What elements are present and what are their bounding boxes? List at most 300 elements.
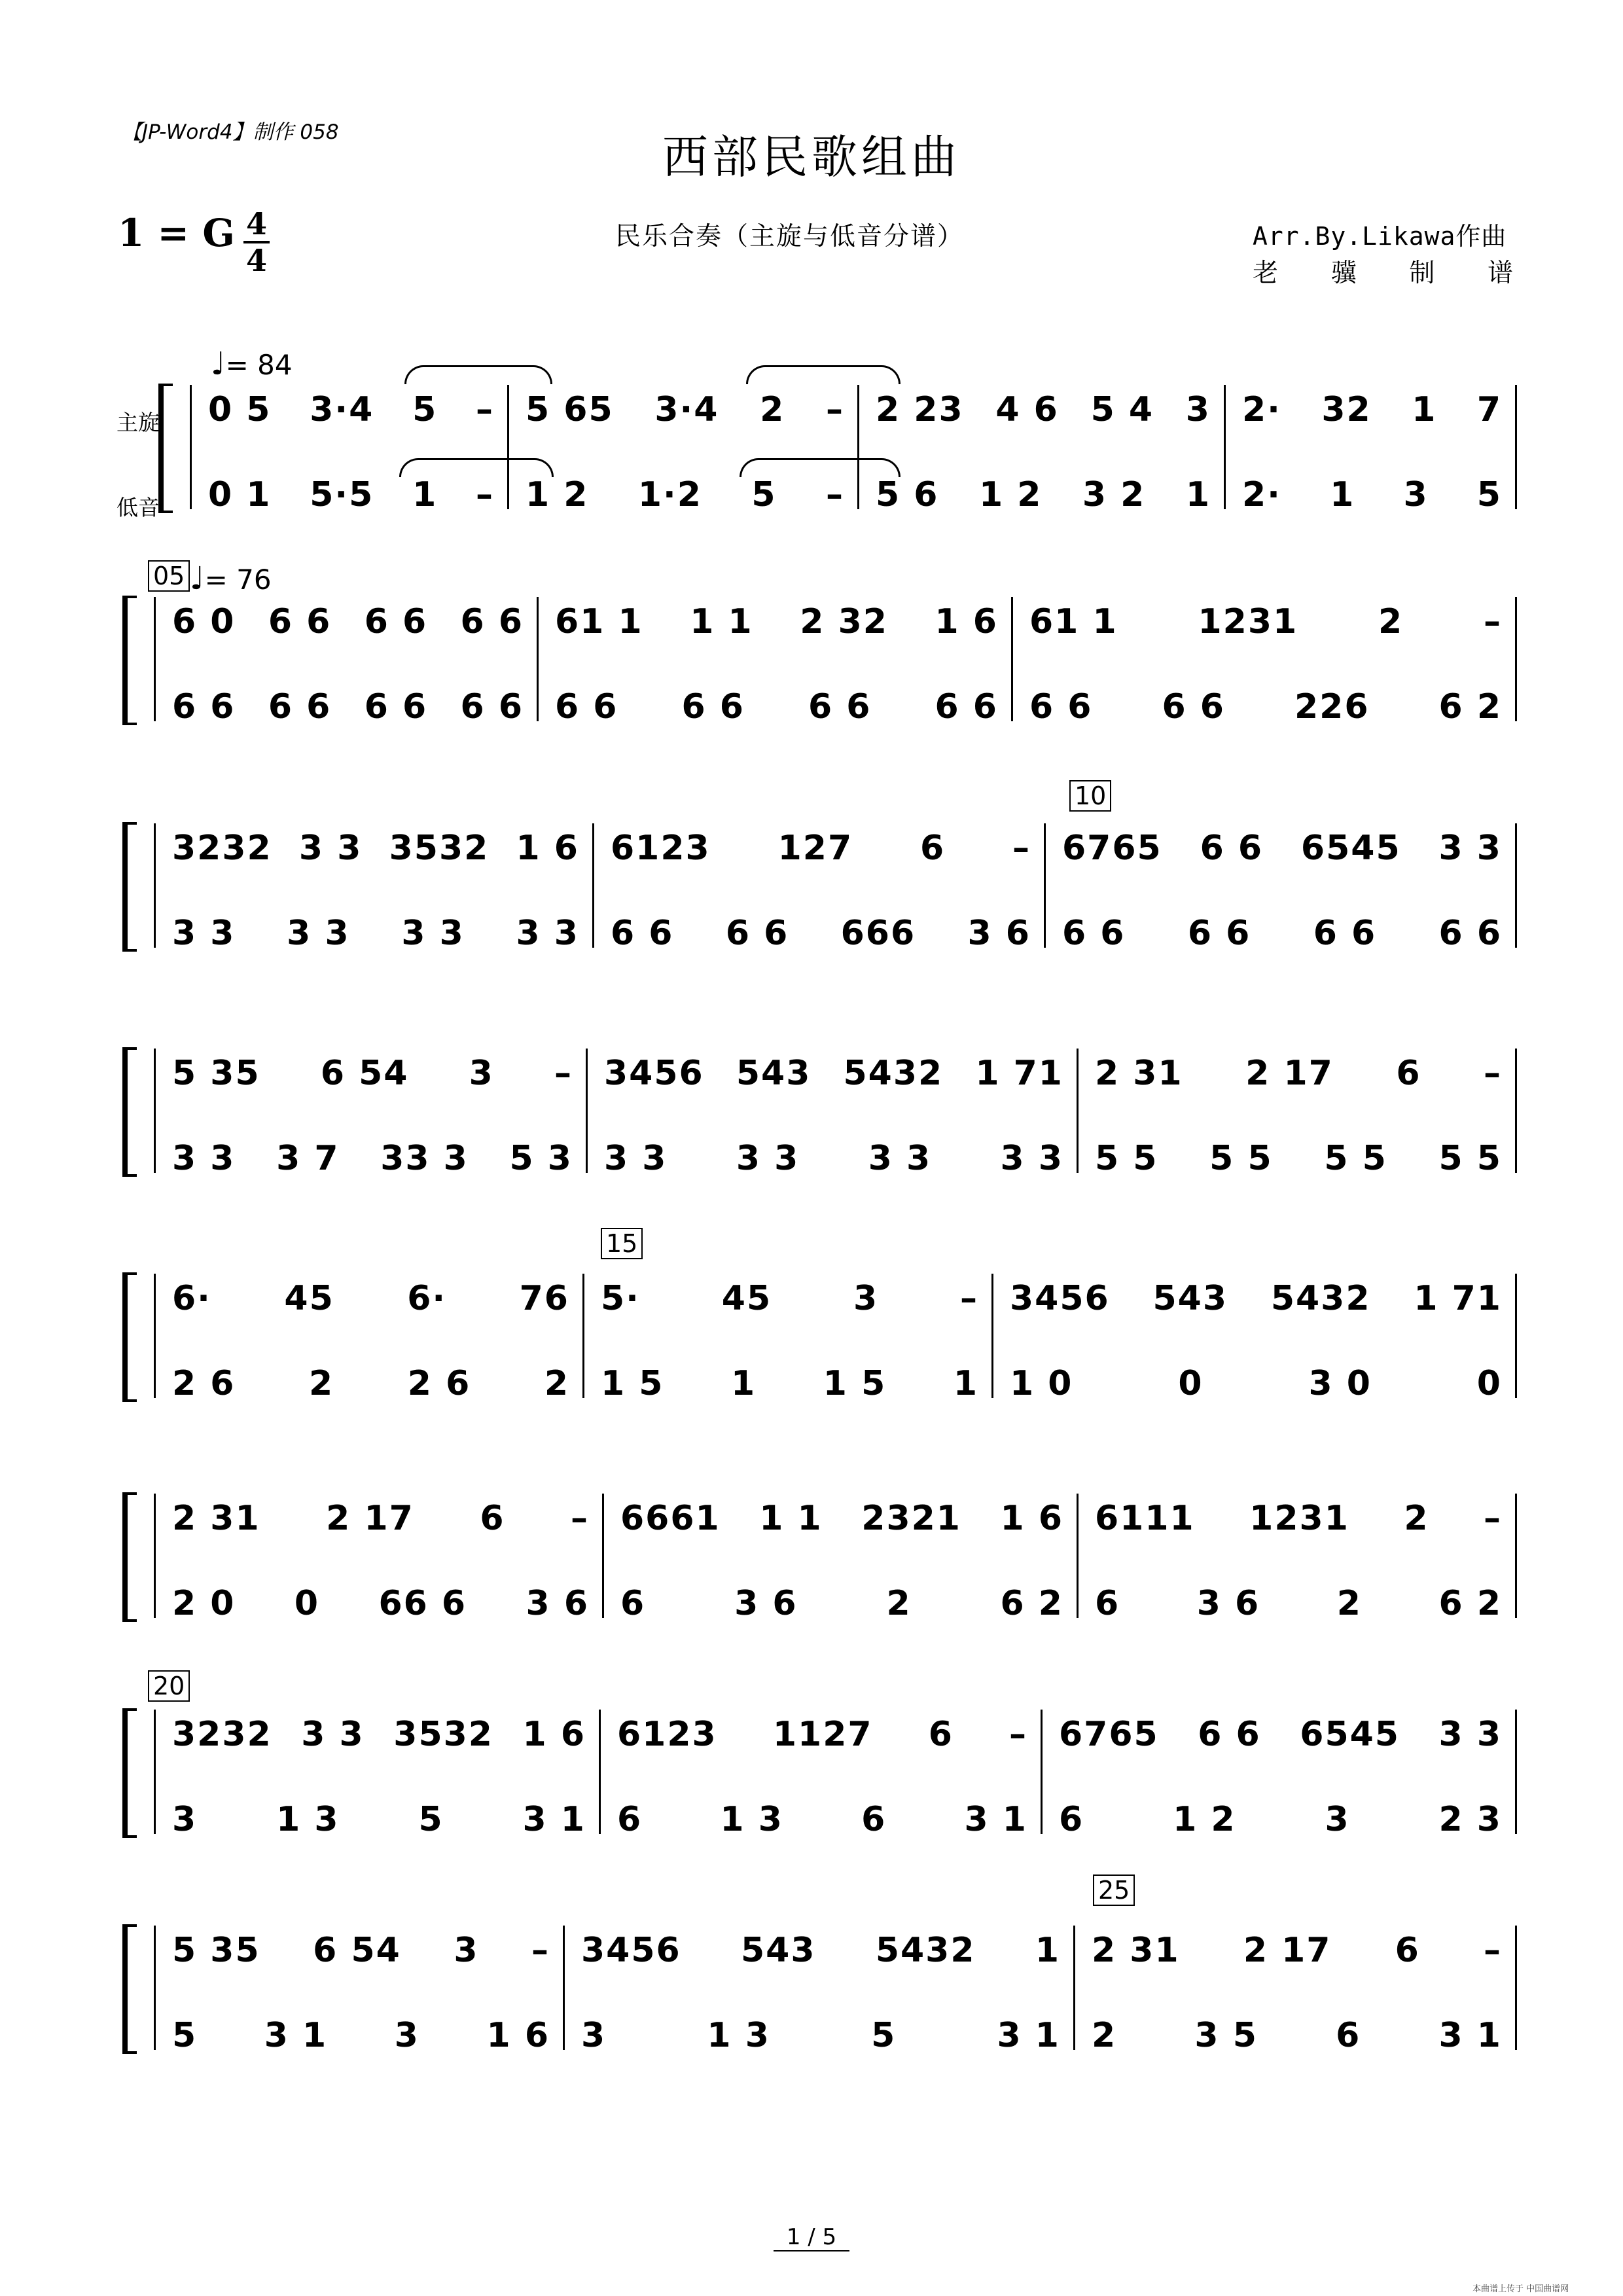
note-group: – [571, 1499, 589, 1538]
barline [1077, 1494, 1079, 1618]
note-group: 3456 [581, 1931, 681, 1970]
note-group: 1 [1185, 475, 1211, 514]
melody-measure [172, 1499, 589, 1538]
melody-measure [1242, 390, 1502, 429]
transcriber-char: 谱 [1487, 259, 1513, 288]
note-group: 6 6 [1313, 914, 1377, 953]
melody-measure [172, 829, 579, 868]
note-group: 6 6 [611, 914, 674, 953]
barline [1515, 1274, 1517, 1398]
note-group: 2 31 [1095, 1054, 1183, 1093]
slur-mark [746, 365, 901, 384]
tempo-value: = 84 [225, 349, 293, 381]
bass-measure [581, 2016, 1060, 2055]
note-group: 6545 [1300, 829, 1401, 868]
note-group: 2 3 [1438, 1800, 1502, 1839]
note-group: 5 5 [1324, 1139, 1387, 1178]
note-group: 32 [1321, 390, 1372, 429]
melody-measure [208, 390, 494, 429]
note-group: 3 6 [1196, 1584, 1260, 1623]
note-group: 6661 [620, 1499, 721, 1538]
note-group: 3 3 [516, 914, 579, 953]
note-group: 2 [886, 1584, 912, 1623]
bass-measure [1062, 914, 1502, 953]
part-label-melody: 主旋 [116, 410, 160, 435]
note-group: 1 6 [522, 1715, 586, 1754]
melody-measure [172, 1931, 550, 1970]
barline [1041, 1710, 1043, 1834]
bass-measure [617, 1800, 1027, 1839]
note-group: 666 [840, 914, 916, 953]
bass-measure [172, 1584, 589, 1623]
key-signature: 1 = G [118, 211, 235, 255]
note-group: 2 [309, 1364, 334, 1403]
bass-measure [604, 1139, 1063, 1178]
note-group: 226 [1294, 687, 1370, 726]
note-group: 1 [953, 1364, 978, 1403]
barline [1515, 385, 1517, 509]
note-group: 2321 [861, 1499, 961, 1538]
bass-measure [172, 1800, 586, 1839]
note-group: 0 5 [208, 390, 272, 429]
bass-measure [526, 475, 844, 514]
system-brace [122, 822, 137, 952]
bass-measure [172, 1139, 573, 1178]
system-brace [158, 384, 173, 513]
note-group: 2· [1242, 390, 1281, 429]
tempo-value: = 76 [204, 564, 272, 596]
barline [507, 385, 509, 509]
note-group: 1231 [1249, 1499, 1349, 1538]
note-group: 543 [736, 1054, 812, 1093]
note-group: 6 6 [1187, 914, 1251, 953]
melody-measure [604, 1054, 1063, 1093]
note-group: – [1483, 1499, 1502, 1538]
note-group: 6· [407, 1279, 447, 1318]
note-group: 66 6 [378, 1584, 467, 1623]
note-group: 3 [172, 1800, 198, 1839]
note-group: 6 6 [725, 914, 789, 953]
note-group: 3 6 [526, 1584, 589, 1623]
part-label-bass: 低音 [116, 495, 160, 520]
barline [1011, 597, 1013, 721]
note-group: 1 6 [1000, 1499, 1063, 1538]
measure-number: 15 [601, 1228, 643, 1259]
note-group: – [1483, 1931, 1502, 1970]
bass-measure [876, 475, 1211, 514]
barline [154, 1926, 156, 2050]
slur-mark [399, 458, 554, 477]
bass-measure [172, 1364, 569, 1403]
note-group: 2 32 [800, 602, 888, 641]
note-group: 6 6 [460, 602, 524, 641]
note-group: 2 [544, 1364, 569, 1403]
system-brace [122, 1272, 137, 1402]
note-group: 2 17 [1243, 1931, 1332, 1970]
note-group: 3 0 [1308, 1364, 1372, 1403]
barline [991, 1274, 993, 1398]
note-group: 1 2 [978, 475, 1043, 514]
barline [1515, 1049, 1517, 1173]
note-group: 5 5 [1209, 1139, 1273, 1178]
transcriber-char: 老 [1253, 259, 1279, 288]
note-group: 6· [172, 1279, 211, 1318]
note-group: – [1008, 1715, 1027, 1754]
note-group: 2 23 [876, 390, 964, 429]
note-group: 3 3 [287, 914, 350, 953]
note-group: 1 6 [516, 829, 579, 868]
note-group: 3 3 [298, 829, 363, 868]
note-group: 1 6 [486, 2016, 550, 2055]
note-group: 6 [861, 1800, 887, 1839]
note-group: 5 [418, 1800, 444, 1839]
system-brace [122, 1924, 137, 2054]
note-group: 3 1 [964, 1800, 1027, 1839]
transcriber-char: 制 [1409, 259, 1435, 288]
note-group: 6 6 [1029, 687, 1093, 726]
note-group: 1 5 [823, 1364, 887, 1403]
bass-measure [1029, 687, 1502, 726]
note-group: 6 6 [172, 687, 236, 726]
note-group: 3 1 [997, 2016, 1060, 2055]
note-group: 5432 [875, 1931, 976, 1970]
note-group: 6 [928, 1715, 954, 1754]
note-group: 33 3 [380, 1139, 469, 1178]
note-group: 5 [172, 2016, 198, 2055]
melody-measure [1095, 1054, 1502, 1093]
note-group: – [475, 475, 494, 514]
note-group: 2 [760, 390, 785, 429]
note-group: 3 [394, 2016, 419, 2055]
time-signature [243, 208, 270, 276]
note-group: 6 2 [1000, 1584, 1063, 1623]
note-group: 3·4 [310, 390, 374, 429]
note-group: 6 6 [268, 687, 332, 726]
bass-measure [611, 914, 1031, 953]
barline [190, 385, 192, 509]
note-group: 2 [1092, 2016, 1117, 2055]
note-group: – [554, 1054, 573, 1093]
note-group: 3 [1185, 390, 1211, 429]
note-group: 45 [721, 1279, 772, 1318]
note-group: 6 54 [320, 1054, 409, 1093]
note-group: 1127 [772, 1715, 873, 1754]
note-group: 0 1 [208, 475, 272, 514]
note-group: 1 5 [601, 1364, 664, 1403]
barline [154, 823, 156, 948]
melody-measure [1029, 602, 1502, 641]
note-group: 1 1 [690, 602, 753, 641]
melody-measure [172, 1054, 573, 1093]
page-number [0, 2224, 1623, 2250]
barline [1073, 1926, 1075, 2050]
note-group: 5432 [1270, 1279, 1371, 1318]
note-group: 2 6 [172, 1364, 236, 1403]
note-group: 6 2 [1438, 1584, 1502, 1623]
note-group: 2 [1404, 1499, 1429, 1538]
note-group: 5 35 [172, 1054, 260, 1093]
note-group: 3532 [389, 829, 490, 868]
system-brace [122, 1708, 137, 1838]
note-group: 3 [581, 2016, 607, 2055]
note-group: 5 4 [1090, 390, 1154, 429]
note-group: 0 [294, 1584, 320, 1623]
note-group: 5 35 [172, 1931, 260, 1970]
note-group: 3 3 [868, 1139, 932, 1178]
note-group: 5 5 [1438, 1139, 1502, 1178]
note-group: – [825, 390, 844, 429]
barline [857, 385, 859, 509]
note-group: 6 54 [313, 1931, 401, 1970]
note-group: 6765 [1059, 1715, 1159, 1754]
note-group: 6 [919, 829, 946, 868]
note-group: 1 71 [1414, 1279, 1502, 1318]
note-group: – [475, 390, 494, 429]
quarter-note-icon: ♩ [190, 560, 205, 597]
note-group: 6111 [1095, 1499, 1195, 1538]
note-group: 6 0 [172, 602, 236, 641]
meter-bottom: 4 [245, 243, 267, 278]
bass-measure [1242, 475, 1502, 514]
slur-mark [740, 458, 901, 477]
note-group: 3 [1403, 475, 1429, 514]
note-group: 5 [871, 2016, 897, 2055]
note-group: 1 3 [720, 1800, 783, 1839]
barline [154, 1049, 156, 1173]
barline [1077, 1049, 1079, 1173]
note-group: 3 6 [967, 914, 1031, 953]
barline [537, 597, 539, 721]
barline [154, 1710, 156, 1834]
note-group: 1 1 [759, 1499, 823, 1538]
note-group: 3 1 [1438, 2016, 1502, 2055]
bass-measure [172, 2016, 550, 2055]
note-group: 6 6 [1200, 829, 1264, 868]
barline [592, 823, 594, 948]
note-group: 1 0 [1010, 1364, 1073, 1403]
melody-measure [1092, 1931, 1502, 1970]
note-group: 3 [469, 1054, 494, 1093]
note-group: 543 [1152, 1279, 1228, 1318]
barline [154, 597, 156, 721]
maker-credit: 【JP-Word4】制作 058 [122, 120, 339, 144]
barline [582, 1274, 584, 1398]
note-group: 1 [1035, 1931, 1060, 1970]
note-group: 2 [1336, 1584, 1362, 1623]
note-group: 5 [412, 390, 438, 429]
barline [1515, 1494, 1517, 1618]
note-group: 0 [1178, 1364, 1204, 1403]
note-group: 127 [777, 829, 853, 868]
melody-measure [172, 1279, 569, 1318]
note-group: 6 [480, 1499, 505, 1538]
meter-top: 4 [245, 206, 267, 242]
tempo-marking [211, 346, 293, 382]
melody-measure [1010, 1279, 1502, 1318]
note-group: 5 [751, 475, 777, 514]
note-group: 6765 [1062, 829, 1162, 868]
note-group: 6 6 [935, 687, 998, 726]
note-group: – [826, 475, 844, 514]
note-group: 6 6 [364, 687, 428, 726]
note-group: 0 [1476, 1364, 1502, 1403]
note-group: 3 1 [522, 1800, 586, 1839]
note-group: 3 3 [604, 1139, 668, 1178]
note-group: 6 6 [1198, 1715, 1261, 1754]
subtitle: 民乐合奏（主旋与低音分谱） [615, 222, 965, 251]
note-group: 3 3 [172, 1139, 236, 1178]
transcriber [1253, 253, 1513, 289]
note-group: – [1483, 602, 1502, 641]
note-group: 6545 [1300, 1715, 1400, 1754]
note-group: 3 [454, 1931, 479, 1970]
system-brace [122, 1047, 137, 1177]
slur-mark [404, 365, 552, 384]
barline [563, 1926, 565, 2050]
note-group: 3 3 [1438, 1715, 1502, 1754]
note-group: 6 [1059, 1800, 1084, 1839]
melody-measure [601, 1279, 978, 1318]
measure-number: 10 [1069, 780, 1111, 812]
note-group: 6 6 [268, 602, 332, 641]
note-group: 3 2 [1082, 475, 1146, 514]
note-group: 2 31 [1092, 1931, 1180, 1970]
note-group: 5432 [843, 1054, 944, 1093]
note-group: 3 [1325, 1800, 1350, 1839]
note-group: 5· [601, 1279, 640, 1318]
melody-measure [172, 1715, 586, 1754]
melody-measure [620, 1499, 1063, 1538]
note-group: 3232 [172, 1715, 272, 1754]
melody-measure [1062, 829, 1502, 868]
barline [154, 1494, 156, 1618]
barline [1515, 1926, 1517, 2050]
transcriber-char: 骥 [1330, 259, 1357, 288]
barline [1515, 1710, 1517, 1834]
note-group: 6 [620, 1584, 646, 1623]
bass-measure [620, 1584, 1063, 1623]
note-group: 6 6 [460, 687, 524, 726]
note-group: 2 17 [1245, 1054, 1334, 1093]
page-number-text: 1 / 5 [774, 2224, 849, 2251]
arranger: Arr.By.Likawa作曲 [1253, 222, 1507, 251]
note-group: 3·4 [654, 390, 719, 429]
note-group: 3 3 [301, 1715, 365, 1754]
note-group: 6 [1395, 1931, 1420, 1970]
note-group: 2· [1242, 475, 1281, 514]
note-group: 1 71 [975, 1054, 1063, 1093]
note-group: 4 6 [995, 390, 1059, 429]
upload-stamp: 本曲谱上传于 中国曲谱网 [1472, 2284, 1569, 2294]
melody-measure [617, 1715, 1027, 1754]
note-group: 2 [1378, 602, 1404, 641]
barline [599, 1710, 601, 1834]
bass-measure [1095, 1584, 1502, 1623]
melody-measure [172, 602, 524, 641]
note-group: 45 [284, 1279, 334, 1318]
note-group: 2 31 [172, 1499, 260, 1538]
note-group: 3232 [172, 829, 272, 868]
barline [1515, 597, 1517, 721]
note-group: 6 6 [681, 687, 745, 726]
quarter-note-icon: ♩ [211, 346, 226, 382]
note-group: 3 3 [1438, 829, 1502, 868]
note-group: – [1012, 829, 1031, 868]
note-group: 1231 [1198, 602, 1298, 641]
melody-measure [611, 829, 1031, 868]
note-group: 6 6 [555, 687, 618, 726]
note-group: 2 0 [172, 1584, 236, 1623]
bass-measure [1059, 1800, 1502, 1839]
measure-number: 25 [1093, 1874, 1135, 1906]
note-group: – [959, 1279, 978, 1318]
note-group: 6 6 [1438, 914, 1502, 953]
barline [1044, 823, 1046, 948]
note-group: 1 [1330, 475, 1355, 514]
measure-number: 05 [148, 560, 190, 592]
barline [154, 1274, 156, 1398]
note-group: 1 [731, 1364, 757, 1403]
tempo-marking [190, 560, 272, 597]
note-group: 543 [741, 1931, 816, 1970]
note-group: 61 1 [1029, 602, 1118, 641]
melody-measure [876, 390, 1211, 429]
note-group: 3 5 [1194, 2016, 1258, 2055]
note-group: 6 6 [808, 687, 872, 726]
note-group: 3456 [1010, 1279, 1110, 1318]
note-group: 76 [519, 1279, 569, 1318]
melody-measure [1059, 1715, 1502, 1754]
note-group: 1·2 [637, 475, 702, 514]
note-group: 3 3 [401, 914, 465, 953]
melody-measure [581, 1931, 1060, 1970]
note-group: 6 [1396, 1054, 1421, 1093]
note-group: 6 6 [1062, 914, 1126, 953]
note-group: 5 65 [526, 390, 614, 429]
note-group: 1 2 [1173, 1800, 1236, 1839]
note-group: 3 3 [1000, 1139, 1063, 1178]
note-group: 1 [412, 475, 438, 514]
note-group: 6 6 [1162, 687, 1225, 726]
page-title: 西部民歌组曲 [662, 130, 961, 184]
note-group: 6 [617, 1800, 643, 1839]
bass-measure [1095, 1139, 1502, 1178]
note-group: 2 17 [326, 1499, 414, 1538]
note-group: 5 [1476, 475, 1502, 514]
note-group: 61 1 [555, 602, 643, 641]
note-group: 6123 [617, 1715, 717, 1754]
note-group: 6 [1336, 2016, 1361, 2055]
note-group: 6 6 [364, 602, 428, 641]
note-group: 3 7 [276, 1139, 340, 1178]
melody-measure [1095, 1499, 1502, 1538]
note-group: 3 6 [734, 1584, 798, 1623]
note-group: – [531, 1931, 550, 1970]
bass-measure [1010, 1364, 1502, 1403]
note-group: 6 2 [1438, 687, 1502, 726]
note-group: 6 [1095, 1584, 1120, 1623]
barline [1224, 385, 1226, 509]
bass-measure [555, 687, 998, 726]
note-group: 5·5 [310, 475, 374, 514]
note-group: 1 3 [276, 1800, 340, 1839]
bass-measure [1092, 2016, 1502, 2055]
note-group: 5 5 [1095, 1139, 1158, 1178]
bass-measure [172, 687, 524, 726]
system-brace [122, 1492, 137, 1622]
bass-measure [601, 1364, 978, 1403]
note-group: – [1484, 1054, 1502, 1093]
